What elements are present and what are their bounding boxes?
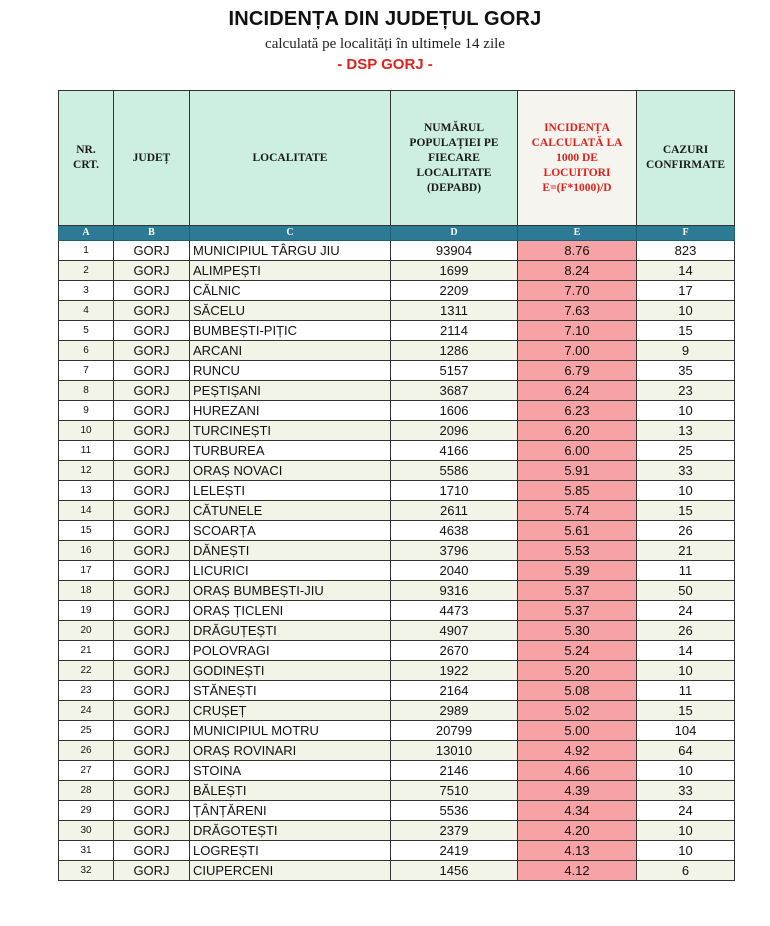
table-row <box>59 441 735 461</box>
populatie-cell: 4473 <box>391 601 518 621</box>
cazuri-cell: 104 <box>637 721 735 741</box>
localitate-cell: ORAȘ BUMBEȘTI-JIU <box>190 581 391 601</box>
cazuri-cell: 64 <box>637 741 735 761</box>
judet-cell: GORJ <box>114 241 190 261</box>
populatie-cell: 5157 <box>391 361 518 381</box>
row-number: 11 <box>59 441 114 461</box>
cazuri-cell: 10 <box>637 761 735 781</box>
localitate-cell: MUNICIPIUL MOTRU <box>190 721 391 741</box>
incidenta-cell: 5.53 <box>518 541 637 561</box>
header-row <box>59 91 735 226</box>
row-number: 12 <box>59 461 114 481</box>
table-row <box>59 841 735 861</box>
populatie-cell: 3796 <box>391 541 518 561</box>
populatie-cell: 2419 <box>391 841 518 861</box>
header-cazuri-line1: CAZURI <box>662 144 709 156</box>
row-number: 10 <box>59 421 114 441</box>
judet-cell: GORJ <box>114 741 190 761</box>
cazuri-cell: 26 <box>637 521 735 541</box>
populatie-cell: 2670 <box>391 641 518 661</box>
cazuri-cell: 24 <box>637 801 735 821</box>
row-number: 19 <box>59 601 114 621</box>
row-number: 13 <box>59 481 114 501</box>
source-label: - DSP GORJ - <box>337 56 433 73</box>
column-letter: B <box>114 226 190 241</box>
table-row <box>59 281 735 301</box>
incidenta-cell: 6.24 <box>518 381 637 401</box>
header-judet: JUDEȚ <box>114 91 190 226</box>
incidenta-cell: 6.20 <box>518 421 637 441</box>
incidenta-cell: 4.12 <box>518 861 637 881</box>
row-number: 5 <box>59 321 114 341</box>
incidenta-cell: 7.10 <box>518 321 637 341</box>
incidenta-cell: 4.20 <box>518 821 637 841</box>
header-populatie-line5: (DEPABD) <box>426 181 482 194</box>
localitate-cell: SĂCELU <box>190 301 391 321</box>
populatie-cell: 5586 <box>391 461 518 481</box>
incidenta-cell: 5.37 <box>518 581 637 601</box>
header-populatie-line1: NUMĂRUL <box>423 121 485 134</box>
incidenta-cell: 5.61 <box>518 521 637 541</box>
table-row <box>59 661 735 681</box>
page-subtitle: calculată pe localități în ultimele 14 zile <box>265 36 505 52</box>
localitate-cell: GODINEȘTI <box>190 661 391 681</box>
incidenta-cell: 6.79 <box>518 361 637 381</box>
row-number: 7 <box>59 361 114 381</box>
populatie-cell: 2209 <box>391 281 518 301</box>
populatie-cell: 2611 <box>391 501 518 521</box>
row-number: 20 <box>59 621 114 641</box>
incidenta-cell: 5.85 <box>518 481 637 501</box>
table-row <box>59 541 735 561</box>
table-row <box>59 621 735 641</box>
header-nr-line2: CRT. <box>73 159 99 171</box>
judet-cell: GORJ <box>114 601 190 621</box>
header-incidenta <box>518 91 637 226</box>
populatie-cell: 1699 <box>391 261 518 281</box>
cazuri-cell: 33 <box>637 781 735 801</box>
table-row <box>59 781 735 801</box>
table-row <box>59 801 735 821</box>
incidenta-cell: 5.39 <box>518 561 637 581</box>
cazuri-cell: 23 <box>637 381 735 401</box>
populatie-cell: 1286 <box>391 341 518 361</box>
judet-cell: GORJ <box>114 281 190 301</box>
cazuri-cell: 10 <box>637 841 735 861</box>
localitate-cell: CIUPERCENI <box>190 861 391 881</box>
judet-cell: GORJ <box>114 621 190 641</box>
judet-cell: GORJ <box>114 701 190 721</box>
header-incidenta-line3: 1000 DE <box>556 151 598 164</box>
row-number: 4 <box>59 301 114 321</box>
row-number: 32 <box>59 861 114 881</box>
judet-cell: GORJ <box>114 401 190 421</box>
judet-cell: GORJ <box>114 521 190 541</box>
incidenta-cell: 5.02 <box>518 701 637 721</box>
populatie-cell: 13010 <box>391 741 518 761</box>
incidenta-cell: 5.24 <box>518 641 637 661</box>
populatie-cell: 4638 <box>391 521 518 541</box>
incidenta-cell: 7.70 <box>518 281 637 301</box>
localitate-cell: HUREZANI <box>190 401 391 421</box>
localitate-cell: DRĂGOTEȘTI <box>190 821 391 841</box>
cazuri-cell: 14 <box>637 641 735 661</box>
table-row <box>59 481 735 501</box>
column-letter: E <box>518 226 637 241</box>
judet-cell: GORJ <box>114 541 190 561</box>
row-number: 3 <box>59 281 114 301</box>
table-row <box>59 521 735 541</box>
localitate-cell: DĂNEȘTI <box>190 541 391 561</box>
cazuri-cell: 50 <box>637 581 735 601</box>
judet-cell: GORJ <box>114 421 190 441</box>
incidenta-cell: 7.63 <box>518 301 637 321</box>
populatie-cell: 20799 <box>391 721 518 741</box>
cazuri-cell: 823 <box>637 241 735 261</box>
localitate-cell: POLOVRAGI <box>190 641 391 661</box>
cazuri-cell: 33 <box>637 461 735 481</box>
row-number: 17 <box>59 561 114 581</box>
localitate-cell: CĂTUNELE <box>190 501 391 521</box>
localitate-cell: DRĂGUȚEȘTI <box>190 621 391 641</box>
table-row <box>59 421 735 441</box>
table-body <box>59 241 735 881</box>
row-number: 15 <box>59 521 114 541</box>
row-number: 2 <box>59 261 114 281</box>
localitate-cell: ORAȘ ȚICLENI <box>190 601 391 621</box>
localitate-cell: ORAȘ ROVINARI <box>190 741 391 761</box>
populatie-cell: 2040 <box>391 561 518 581</box>
localitate-cell: ARCANI <box>190 341 391 361</box>
judet-cell: GORJ <box>114 781 190 801</box>
table-row <box>59 821 735 841</box>
cazuri-cell: 11 <box>637 681 735 701</box>
cazuri-cell: 14 <box>637 261 735 281</box>
cazuri-cell: 10 <box>637 301 735 321</box>
table-row <box>59 501 735 521</box>
table-row <box>59 321 735 341</box>
incidenta-cell: 5.08 <box>518 681 637 701</box>
incidenta-cell: 6.23 <box>518 401 637 421</box>
cazuri-cell: 9 <box>637 341 735 361</box>
incidenta-cell: 7.00 <box>518 341 637 361</box>
localitate-cell: STĂNEȘTI <box>190 681 391 701</box>
row-number: 23 <box>59 681 114 701</box>
header-nr-line1: NR. <box>76 144 96 156</box>
judet-cell: GORJ <box>114 721 190 741</box>
judet-cell: GORJ <box>114 581 190 601</box>
populatie-cell: 2114 <box>391 321 518 341</box>
table-row <box>59 361 735 381</box>
localitate-cell: CĂLNIC <box>190 281 391 301</box>
row-number: 21 <box>59 641 114 661</box>
header-incidenta-line4: LOCUITORI <box>543 166 611 179</box>
localitate-cell: LELEȘTI <box>190 481 391 501</box>
incidenta-cell: 4.66 <box>518 761 637 781</box>
localitate-cell: SCOARȚA <box>190 521 391 541</box>
populatie-cell: 2096 <box>391 421 518 441</box>
cazuri-cell: 10 <box>637 821 735 841</box>
judet-cell: GORJ <box>114 841 190 861</box>
populatie-cell: 7510 <box>391 781 518 801</box>
row-number: 25 <box>59 721 114 741</box>
column-letters-row <box>59 226 735 241</box>
judet-cell: GORJ <box>114 561 190 581</box>
header-populatie-line2: POPULAȚIEI PE <box>409 136 499 149</box>
populatie-cell: 4907 <box>391 621 518 641</box>
judet-cell: GORJ <box>114 821 190 841</box>
localitate-cell: PEȘTIȘANI <box>190 381 391 401</box>
populatie-cell: 9316 <box>391 581 518 601</box>
localitate-cell: STOINA <box>190 761 391 781</box>
table-row <box>59 401 735 421</box>
table-row <box>59 301 735 321</box>
incidenta-cell: 5.00 <box>518 721 637 741</box>
cazuri-cell: 11 <box>637 561 735 581</box>
cazuri-cell: 24 <box>637 601 735 621</box>
judet-cell: GORJ <box>114 861 190 881</box>
localitate-cell: RUNCU <box>190 361 391 381</box>
row-number: 8 <box>59 381 114 401</box>
row-number: 31 <box>59 841 114 861</box>
row-number: 30 <box>59 821 114 841</box>
populatie-cell: 93904 <box>391 241 518 261</box>
row-number: 1 <box>59 241 114 261</box>
populatie-cell: 2164 <box>391 681 518 701</box>
judet-cell: GORJ <box>114 381 190 401</box>
column-letter: C <box>190 226 391 241</box>
row-number: 26 <box>59 741 114 761</box>
cazuri-cell: 10 <box>637 481 735 501</box>
localitate-cell: TURCINEȘTI <box>190 421 391 441</box>
judet-cell: GORJ <box>114 641 190 661</box>
row-number: 29 <box>59 801 114 821</box>
header-localitate: LOCALITATE <box>190 91 391 226</box>
incidenta-cell: 4.34 <box>518 801 637 821</box>
incidenta-cell: 4.39 <box>518 781 637 801</box>
populatie-cell: 1606 <box>391 401 518 421</box>
judet-cell: GORJ <box>114 261 190 281</box>
column-letter: A <box>59 226 114 241</box>
incidenta-cell: 4.13 <box>518 841 637 861</box>
judet-cell: GORJ <box>114 501 190 521</box>
incidenta-cell: 5.91 <box>518 461 637 481</box>
header-cazuri <box>637 91 735 226</box>
cazuri-cell: 25 <box>637 441 735 461</box>
header-populatie-line4: LOCALITATE <box>416 166 492 179</box>
row-number: 6 <box>59 341 114 361</box>
populatie-cell: 2379 <box>391 821 518 841</box>
table-row <box>59 741 735 761</box>
table-row <box>59 701 735 721</box>
table-row <box>59 681 735 701</box>
populatie-cell: 5536 <box>391 801 518 821</box>
populatie-cell: 1922 <box>391 661 518 681</box>
table-row <box>59 461 735 481</box>
row-number: 28 <box>59 781 114 801</box>
incidenta-cell: 5.74 <box>518 501 637 521</box>
header-incidenta-line1: INCIDENȚA <box>544 121 610 134</box>
column-letter: D <box>391 226 518 241</box>
header-populatie <box>391 91 518 226</box>
cazuri-cell: 21 <box>637 541 735 561</box>
incidenta-cell: 5.37 <box>518 601 637 621</box>
table-row <box>59 561 735 581</box>
header-incidenta-line2: CALCULATĂ LA <box>531 136 623 149</box>
localitate-cell: ȚÂNȚĂRENI <box>190 801 391 821</box>
cazuri-cell: 15 <box>637 501 735 521</box>
localitate-cell: LICURICI <box>190 561 391 581</box>
cazuri-cell: 15 <box>637 321 735 341</box>
incidenta-cell: 8.76 <box>518 241 637 261</box>
row-number: 9 <box>59 401 114 421</box>
judet-cell: GORJ <box>114 481 190 501</box>
incidence-table <box>58 90 735 881</box>
incidenta-cell: 5.30 <box>518 621 637 641</box>
header-incidenta-line5: E=(F*1000)/D <box>542 181 612 194</box>
row-number: 14 <box>59 501 114 521</box>
cazuri-cell: 10 <box>637 661 735 681</box>
row-number: 27 <box>59 761 114 781</box>
localitate-cell: TURBUREA <box>190 441 391 461</box>
cazuri-cell: 6 <box>637 861 735 881</box>
table-row <box>59 381 735 401</box>
row-number: 24 <box>59 701 114 721</box>
incidenta-cell: 8.24 <box>518 261 637 281</box>
cazuri-cell: 26 <box>637 621 735 641</box>
populatie-cell: 1710 <box>391 481 518 501</box>
populatie-cell: 1456 <box>391 861 518 881</box>
judet-cell: GORJ <box>114 761 190 781</box>
table-row <box>59 341 735 361</box>
header-nr <box>59 91 114 226</box>
localitate-cell: CRUȘEȚ <box>190 701 391 721</box>
table-row <box>59 241 735 261</box>
cazuri-cell: 15 <box>637 701 735 721</box>
judet-cell: GORJ <box>114 301 190 321</box>
table-row <box>59 601 735 621</box>
table-row <box>59 861 735 881</box>
judet-cell: GORJ <box>114 661 190 681</box>
table-row <box>59 721 735 741</box>
row-number: 22 <box>59 661 114 681</box>
header-cazuri-line2: CONFIRMATE <box>645 159 725 171</box>
judet-cell: GORJ <box>114 341 190 361</box>
localitate-cell: ORAȘ NOVACI <box>190 461 391 481</box>
incidenta-cell: 6.00 <box>518 441 637 461</box>
incidenta-cell: 4.92 <box>518 741 637 761</box>
incidenta-cell: 5.20 <box>518 661 637 681</box>
page-title: INCIDENȚA DIN JUDEȚUL GORJ <box>228 8 542 30</box>
judet-cell: GORJ <box>114 321 190 341</box>
localitate-cell: LOGREȘTI <box>190 841 391 861</box>
cazuri-cell: 13 <box>637 421 735 441</box>
cazuri-cell: 10 <box>637 401 735 421</box>
judet-cell: GORJ <box>114 681 190 701</box>
table-row <box>59 761 735 781</box>
judet-cell: GORJ <box>114 801 190 821</box>
row-number: 18 <box>59 581 114 601</box>
localitate-cell: MUNICIPIUL TÂRGU JIU <box>190 241 391 261</box>
table-row <box>59 261 735 281</box>
table-row <box>59 641 735 661</box>
column-letter: F <box>637 226 735 241</box>
judet-cell: GORJ <box>114 361 190 381</box>
populatie-cell: 3687 <box>391 381 518 401</box>
localitate-cell: ALIMPEȘTI <box>190 261 391 281</box>
localitate-cell: BUMBEȘTI-PIȚIC <box>190 321 391 341</box>
localitate-cell: BĂLEȘTI <box>190 781 391 801</box>
table-row <box>59 581 735 601</box>
judet-cell: GORJ <box>114 461 190 481</box>
populatie-cell: 1311 <box>391 301 518 321</box>
header-populatie-line3: FIECARE <box>428 151 480 164</box>
populatie-cell: 4166 <box>391 441 518 461</box>
judet-cell: GORJ <box>114 441 190 461</box>
cazuri-cell: 35 <box>637 361 735 381</box>
populatie-cell: 2989 <box>391 701 518 721</box>
populatie-cell: 2146 <box>391 761 518 781</box>
row-number: 16 <box>59 541 114 561</box>
cazuri-cell: 17 <box>637 281 735 301</box>
